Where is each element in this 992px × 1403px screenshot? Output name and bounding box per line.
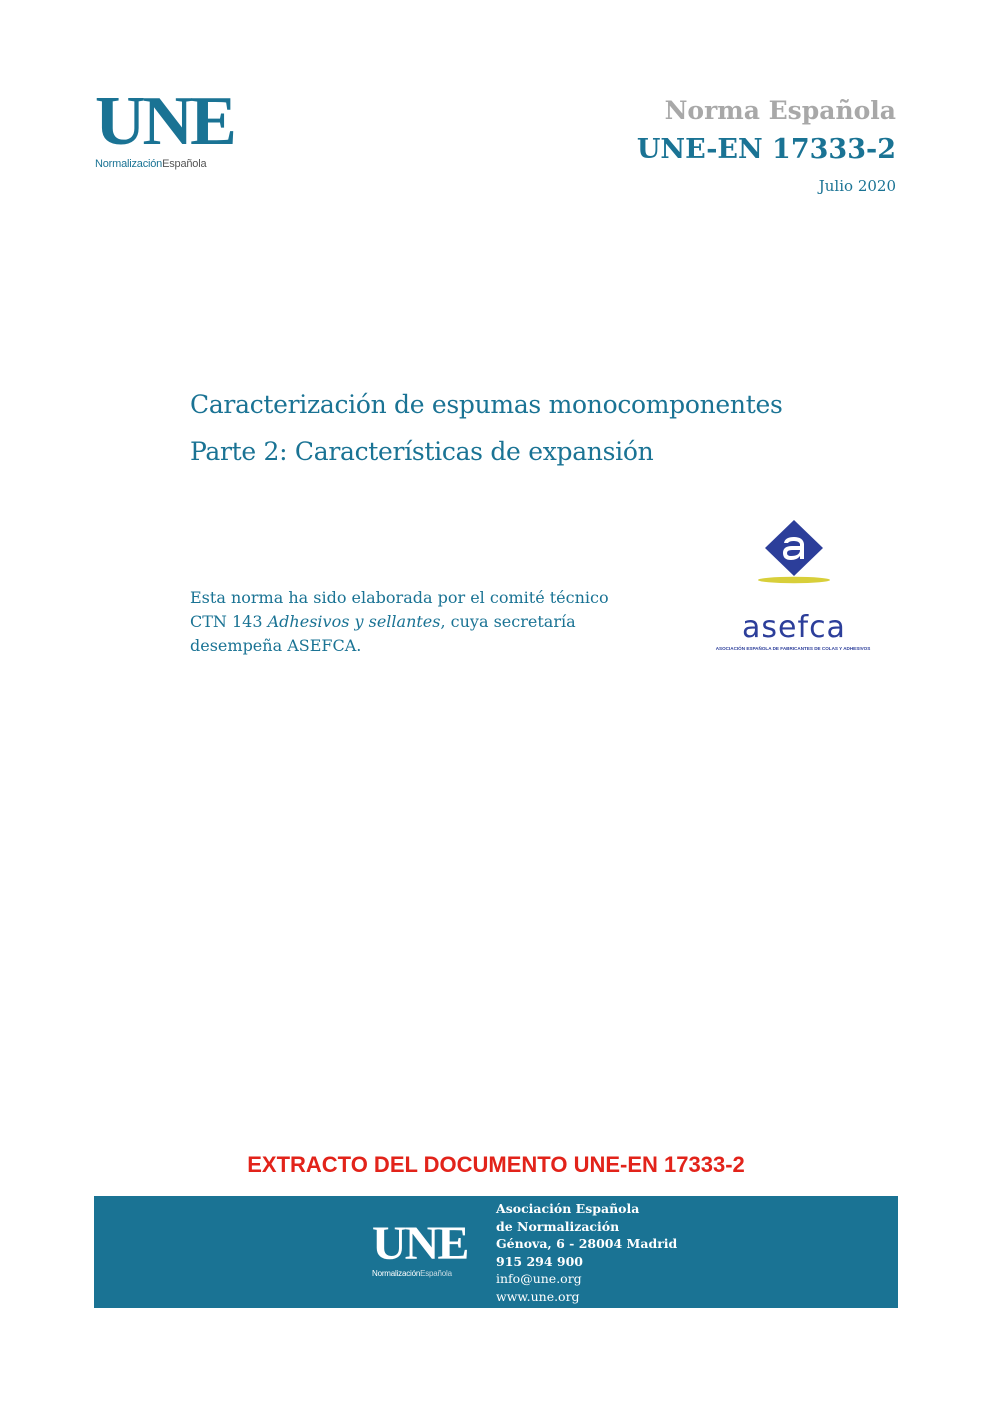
une-logo	[95, 83, 245, 174]
norma-label: Norma Española	[664, 96, 896, 125]
footer-une-logo-mark: UNE	[372, 1217, 468, 1270]
footer-une-logo-subtitle: NormalizaciónEspañola	[372, 1269, 452, 1278]
footer-org-line-1: Asociación Española	[496, 1201, 640, 1216]
committee-line-1: Esta norma ha sido elaborada por el comité técnico	[190, 588, 609, 607]
norma-code: UNE-EN 17333-2	[636, 134, 896, 165]
asefca-logo	[700, 515, 890, 660]
une-logo-mark: UNE	[95, 83, 234, 160]
committee-line-3: desempeña ASEFCA.	[190, 636, 362, 655]
footer-address: Génova, 6 - 28004 Madrid	[496, 1236, 678, 1251]
footer-une-logo	[372, 1217, 482, 1278]
committee-name: Adhesivos y sellantes	[267, 612, 441, 631]
committee-line-2: CTN 143 Adhesivos y sellantes, cuya secretaría	[190, 612, 576, 631]
footer-band	[94, 1196, 898, 1308]
footer-phone: 915 294 900	[496, 1253, 583, 1269]
document-subtitle: Parte 2: Características de expansión	[190, 437, 654, 466]
une-logo-subtitle: NormalizaciónEspañola	[95, 158, 207, 170]
norma-date: Julio 2020	[818, 177, 896, 195]
footer-web-link[interactable]: www.une.org	[496, 1288, 580, 1304]
extract-notice: EXTRACTO DEL DOCUMENTO UNE-EN 17333-2	[247, 1152, 745, 1177]
asefca-wordmark: asefca	[742, 610, 846, 645]
asefca-tagline: ASOCIACIÓN ESPAÑOLA DE FABRICANTES DE COLAS Y ADHESIVOS	[715, 646, 871, 651]
footer-contact	[496, 1200, 677, 1305]
committee-statement	[190, 586, 660, 658]
footer-org-line-2: de Normalización	[496, 1218, 620, 1234]
asefca-emblem-icon	[700, 515, 890, 587]
footer-email-link[interactable]: info@une.org	[496, 1271, 582, 1286]
document-title: Caracterización de espumas monocomponentes	[190, 390, 783, 419]
